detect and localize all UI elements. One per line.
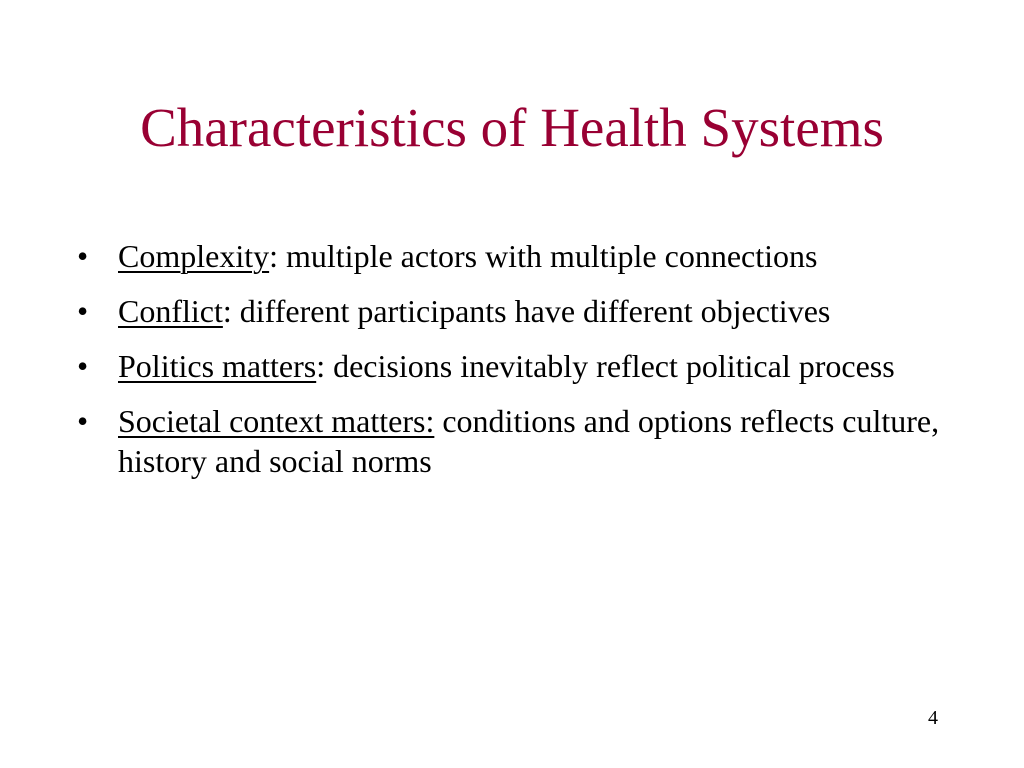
bullet-marker: • (77, 238, 89, 274)
bullet-text: conditions and options reflects culture, history and social norms (118, 403, 940, 479)
bullet-term: Conflict (118, 293, 223, 329)
page-number: 4 (928, 707, 938, 729)
bullet-text: : decisions inevitably reflect political process (316, 348, 895, 384)
list-item (77, 236, 977, 276)
bullet-term: Societal context matters: (118, 403, 435, 439)
bullet-marker: • (77, 348, 89, 384)
bullet-marker: • (77, 403, 89, 439)
bullet-list (77, 236, 977, 496)
bullet-term: Complexity (118, 238, 270, 274)
bullet-marker: • (77, 293, 89, 329)
bullet-text: : multiple actors with multiple connections (269, 238, 818, 274)
list-item (77, 401, 977, 481)
slide-title: Characteristics of Health Systems (140, 97, 884, 158)
bullet-term: Politics matters (118, 348, 317, 384)
bullet-text: : different participants have different objectives (222, 293, 831, 329)
list-item (77, 346, 977, 386)
list-item (77, 291, 977, 331)
